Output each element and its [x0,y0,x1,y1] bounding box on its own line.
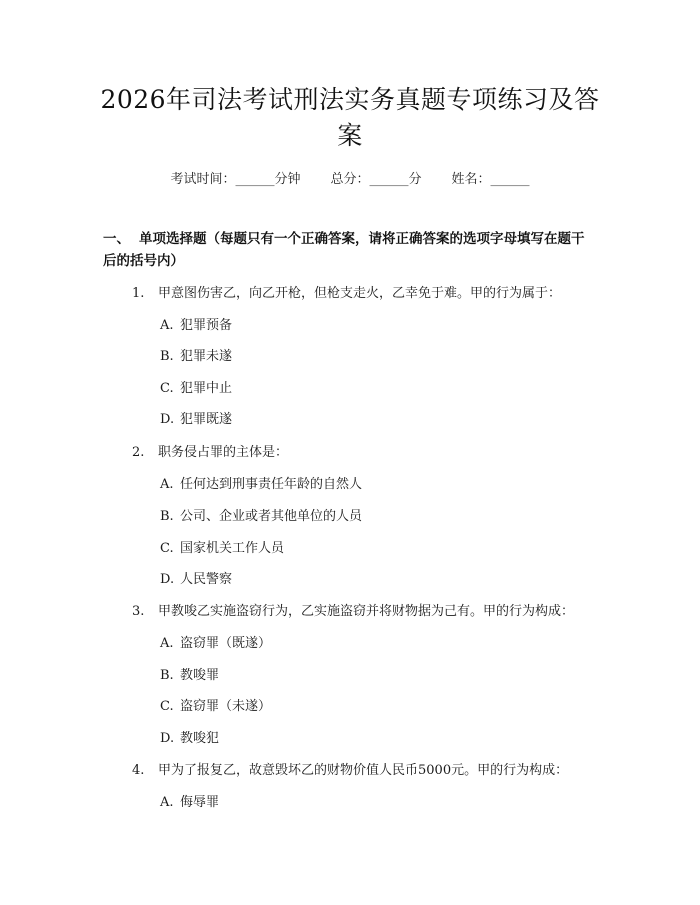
question-number: 4. [132,763,145,778]
option-text: 犯罪预备 [180,318,233,333]
option-letter: A. [160,318,174,333]
section-heading-line-2: 后的括号内） [103,253,184,269]
question-1 [132,282,561,301]
option-letter: C. [160,699,174,714]
exam-time: 考试时间：______分钟 [170,172,301,187]
option-2b [160,505,362,524]
option-text: 盗窃罪（既遂） [180,636,272,651]
exam-total-score: 总分：______分 [330,172,422,187]
option-text: 犯罪既遂 [180,412,233,427]
option-1c [160,377,232,396]
question-number: 2. [132,445,145,460]
option-3d [160,727,219,746]
option-1d [160,408,232,427]
option-4a [160,791,219,810]
option-text: 国家机关工作人员 [180,541,285,556]
title-line-2: 案 [337,121,363,150]
question-2 [132,441,288,460]
question-number: 1. [132,286,145,301]
option-3b [160,664,219,683]
document-title [90,82,610,154]
option-text: 犯罪中止 [180,381,233,396]
option-letter: B. [160,668,174,683]
option-letter: A. [160,795,174,810]
title-line-1: 2026年司法考试刑法实务真题专项练习及答 [100,85,600,114]
exam-name: 姓名：______ [451,172,530,187]
option-text: 任何达到刑事责任年龄的自然人 [180,477,363,492]
option-3a [160,632,271,651]
option-letter: B. [160,349,174,364]
option-text: 盗窃罪（未遂） [180,699,272,714]
option-letter: D. [160,412,175,427]
option-text: 教唆罪 [180,668,220,683]
option-letter: C. [160,381,174,396]
option-letter: D. [160,731,175,746]
option-2d [160,568,232,587]
question-text: 职务侵占罪的主体是： [158,445,289,460]
option-letter: B. [160,509,174,524]
exam-meta [0,168,700,187]
question-text: 甲教唆乙实施盗窃行为，乙实施盗窃并将财物据为己有。甲的行为构成： [158,604,575,619]
section-heading [103,228,603,272]
option-text: 人民警察 [180,572,233,587]
option-3c [160,695,271,714]
question-text: 甲意图伤害乙，向乙开枪，但枪支走火，乙幸免于难。甲的行为属于： [158,286,562,301]
section-heading-line-1: 单项选择题（每题只有一个正确答案，请将正确答案的选项字母填写在题干 [139,231,585,247]
option-text: 侮辱罪 [180,795,220,810]
option-2a [160,473,362,492]
question-3 [132,600,574,619]
option-letter: A. [160,477,174,492]
option-text: 教唆犯 [180,731,220,746]
option-2c [160,537,284,556]
section-number: 一、 [103,231,130,247]
option-letter: C. [160,541,174,556]
question-text: 甲为了报复乙，故意毁坏乙的财物价值人民币5000元。甲的行为构成： [158,763,569,778]
option-text: 犯罪未遂 [180,349,233,364]
question-4 [132,759,568,778]
option-1b [160,345,232,364]
option-letter: A. [160,636,174,651]
question-number: 3. [132,604,145,619]
option-letter: D. [160,572,175,587]
option-1a [160,314,232,333]
option-text: 公司、企业或者其他单位的人员 [180,509,363,524]
